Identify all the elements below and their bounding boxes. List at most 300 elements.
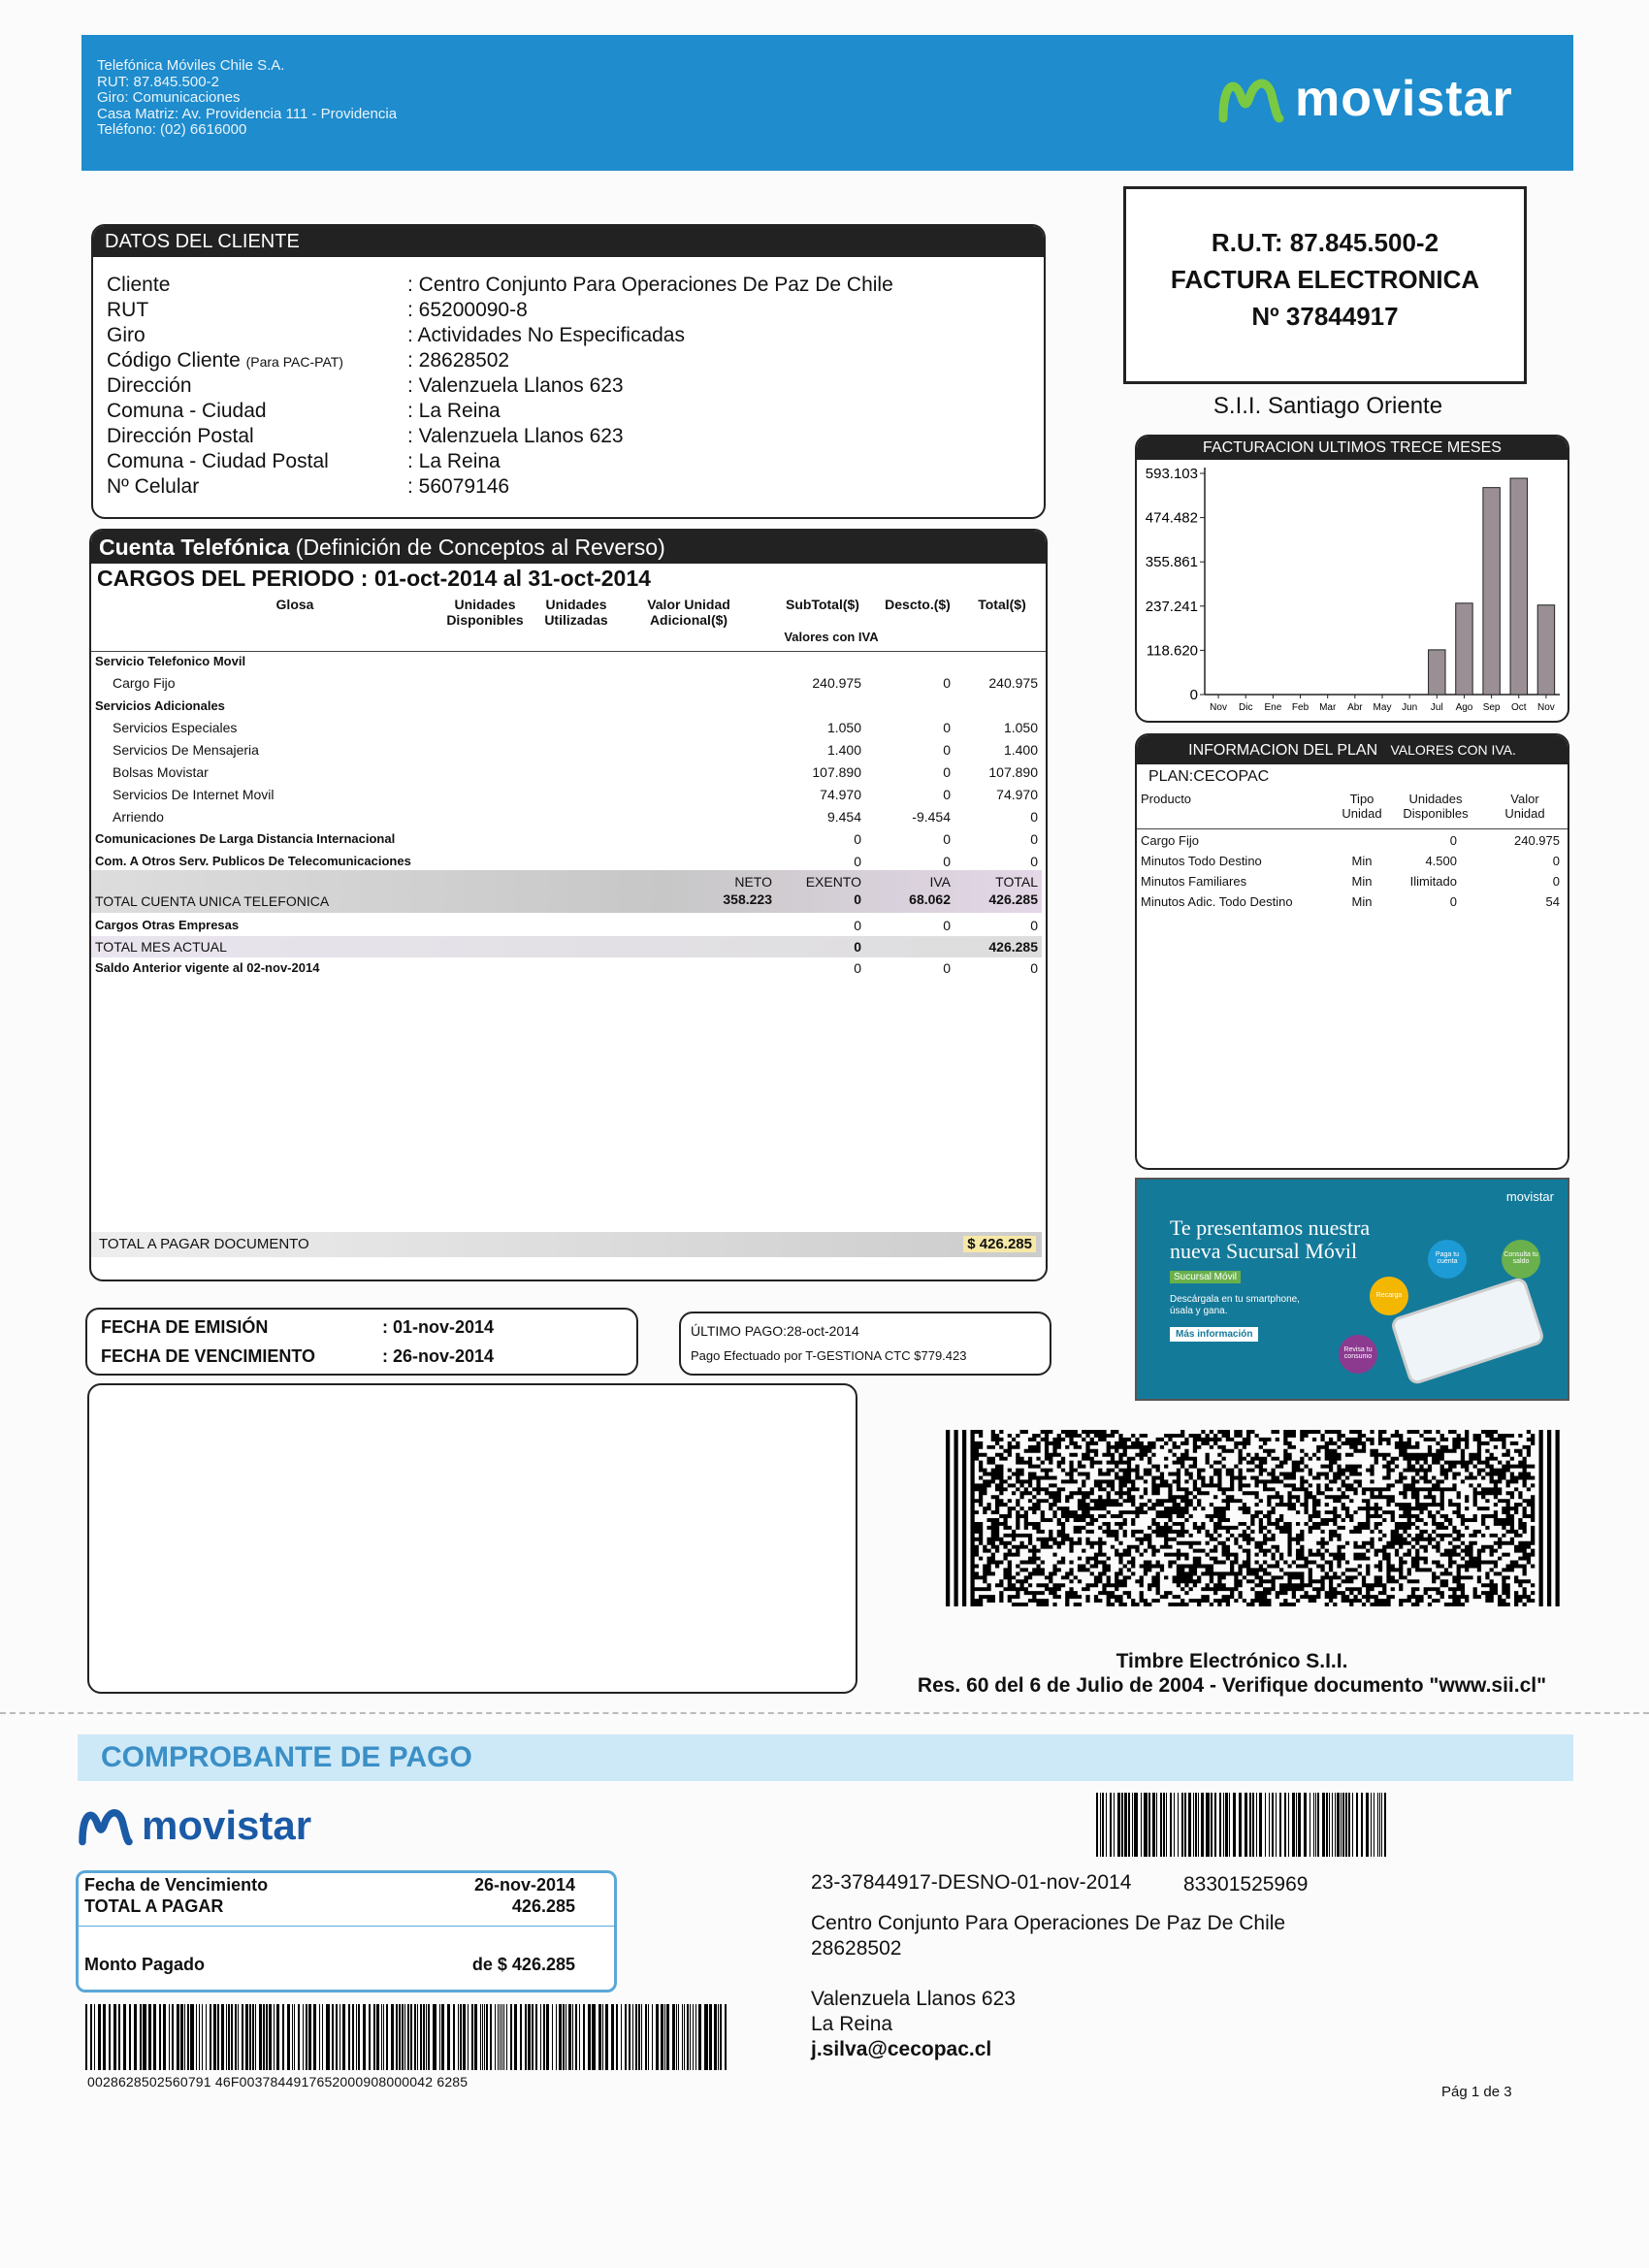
barcode-bar — [1356, 1793, 1358, 1857]
row-subtotal: 0 — [854, 831, 861, 847]
y-tick-label: 0 — [1189, 687, 1198, 703]
barcode-bar — [1229, 1793, 1230, 1857]
due-date-label: FECHA DE VENCIMIENTO — [101, 1346, 316, 1366]
charge-row — [91, 784, 1042, 805]
barcode-bar — [1198, 1793, 1199, 1857]
total-neto: 358.223 — [723, 891, 772, 907]
barcode-bar — [1134, 1793, 1138, 1857]
barcode-bar — [396, 2004, 398, 2070]
barcode-bar — [98, 2004, 101, 2070]
promo-bubble: Consulta tu saldo — [1502, 1240, 1540, 1279]
dates-box — [85, 1308, 638, 1376]
barcode-bar — [510, 2004, 512, 2070]
barcode-bar — [210, 2004, 211, 2070]
barcode-bar — [252, 2004, 254, 2070]
barcode-bar — [559, 2004, 562, 2070]
barcode-bar — [177, 2004, 179, 2070]
charge-row — [91, 806, 1042, 827]
barcode-bar — [206, 2004, 207, 2070]
barcode-bar — [641, 2004, 642, 2070]
barcode-bar — [1252, 1793, 1254, 1857]
barcode-bar — [1181, 1793, 1183, 1857]
row-total: 240.975 — [988, 675, 1038, 691]
chart-bar — [1537, 605, 1554, 695]
barcode-bar — [148, 2004, 151, 2070]
barcode-bar — [714, 2004, 717, 2070]
row-discount: 0 — [943, 742, 951, 758]
y-tick-label: 355.861 — [1145, 554, 1198, 571]
row-total: 1.400 — [1003, 742, 1038, 758]
barcode-bar — [1379, 1793, 1380, 1857]
logo-text: movistar — [1295, 71, 1513, 127]
barcode-bar — [625, 2004, 627, 2070]
stub-due-label: Fecha de Vencimiento — [84, 1875, 269, 1895]
company-info — [97, 58, 397, 139]
electronic-stamp-barcode — [946, 1430, 1564, 1606]
barcode-bar — [1288, 1793, 1289, 1857]
total-account-row — [91, 870, 1042, 913]
barcode-bar — [687, 2004, 689, 2070]
last-payment-box — [679, 1312, 1051, 1376]
charge-row — [91, 696, 1042, 717]
invoice-id-box — [1123, 186, 1527, 384]
row-exento: 0 — [854, 918, 861, 933]
y-tick-label: 474.482 — [1145, 509, 1198, 527]
stub-due-value: 26-nov-2014 — [473, 1875, 575, 1895]
row-exento: 0 — [854, 939, 861, 955]
barcode-bar — [404, 2004, 405, 2070]
stub-client-code: 28628502 — [811, 1937, 902, 1960]
previous-balance-row — [91, 957, 1042, 979]
charge-row — [91, 672, 1042, 694]
barcode-bar — [535, 2004, 537, 2070]
field-label: RUT — [107, 299, 149, 321]
x-tick-label: May — [1373, 702, 1392, 713]
barcode-bar — [1348, 1793, 1350, 1857]
charge-row — [91, 828, 1042, 850]
client-field — [107, 298, 528, 323]
cut-line — [0, 1712, 1649, 1714]
barcode-bar — [1239, 1793, 1242, 1857]
field-value: : Centro Conjunto Para Operaciones De Paz De Chile — [407, 274, 893, 296]
x-tick-label: Ene — [1264, 702, 1282, 713]
row-discount: 0 — [943, 854, 951, 869]
x-tick-label: Mar — [1319, 702, 1337, 713]
barcode-bar — [423, 2004, 425, 2070]
stub-reference-code: 83301525969 — [1183, 1873, 1309, 1895]
plan-row-product: Minutos Todo Destino — [1141, 854, 1262, 868]
barcode-bar — [1329, 1793, 1330, 1857]
row-discount: 0 — [943, 787, 951, 802]
barcode-bar — [1265, 1793, 1266, 1857]
plan-row-value: 240.975 — [1514, 833, 1560, 848]
y-tick-label: 237.241 — [1145, 598, 1198, 615]
barcode-bar — [153, 2004, 156, 2070]
barcode-bar — [592, 2004, 596, 2070]
plan-info-box — [1135, 733, 1569, 1170]
barcode-bar — [263, 2004, 265, 2070]
stub-divider — [79, 1926, 614, 1927]
barcode-bar — [1223, 1793, 1224, 1857]
barcode-bar — [676, 2004, 677, 2070]
barcode-bar — [441, 2004, 444, 2070]
barcode-bar — [1292, 1793, 1295, 1857]
barcode-bar — [386, 2004, 388, 2070]
payment-barcode-bottom — [85, 2004, 729, 2070]
barcode-bar — [460, 2004, 462, 2070]
barcode-bar — [381, 2004, 382, 2070]
barcode-bar — [1170, 1793, 1172, 1857]
barcode-bar — [1361, 1793, 1363, 1857]
barcode-bar — [1144, 1793, 1148, 1857]
barcode-bar — [1206, 1793, 1210, 1857]
field-value: : Actividades No Especificadas — [407, 324, 685, 346]
barcode-bar — [1184, 1793, 1186, 1857]
stub-address: Valenzuela Llanos 623 — [811, 1988, 1016, 2010]
stub-total-value: 426.285 — [511, 1896, 575, 1916]
barcode-bar — [292, 2004, 293, 2070]
barcode-bar — [1245, 1793, 1247, 1857]
plan-name: PLAN:CECOPAC — [1148, 768, 1270, 785]
y-tick-label: 118.620 — [1146, 642, 1198, 660]
barcode-bar — [306, 2004, 307, 2070]
stub-email: j.silva@cecopac.cl — [811, 2038, 992, 2060]
chart-bar — [1429, 650, 1445, 695]
barcode-bar — [1259, 1793, 1262, 1857]
row-total: 0 — [1030, 809, 1038, 825]
row-subtotal: 74.970 — [820, 787, 861, 802]
barcode-bar — [588, 2004, 591, 2070]
total-total: 426.285 — [988, 891, 1038, 907]
plan-col-units: Unidades Disponibles — [1403, 792, 1469, 821]
barcode-bar — [672, 2004, 675, 2070]
barcode-bar — [369, 2004, 371, 2070]
plan-row-units: Ilimitado — [1409, 874, 1457, 889]
plan-row-type: Min — [1351, 894, 1373, 909]
row-subtotal: 240.975 — [812, 675, 861, 691]
payment-summary-box — [76, 1870, 617, 1993]
row-subtotal: 107.890 — [812, 764, 861, 780]
charge-row — [91, 739, 1042, 761]
barcode-bar — [109, 2004, 111, 2070]
issuer-rut: R.U.T: 87.845.500-2 — [1211, 228, 1439, 257]
barcode-bar — [546, 2004, 549, 2070]
barcode-bar — [552, 2004, 553, 2070]
barcode-bar — [652, 2004, 653, 2070]
chart-bar — [1483, 488, 1500, 695]
vat-note: Valores con IVA — [784, 630, 879, 644]
summary-header-total: TOTAL — [995, 874, 1038, 890]
summary-header-exento: EXENTO — [805, 874, 861, 890]
barcode-bar — [118, 2004, 120, 2070]
promo-bubble: Paga tu cuenta — [1428, 1240, 1467, 1279]
barcode-bar — [213, 2004, 216, 2070]
col-total: Total($) — [978, 597, 1026, 612]
barcode-bar — [287, 2004, 290, 2070]
barcode-bar — [85, 2004, 87, 2070]
barcode-bar — [414, 2004, 416, 2070]
barcode-bar — [407, 2004, 409, 2070]
row-total: 426.285 — [988, 939, 1038, 955]
barcode-bar — [348, 2004, 350, 2070]
chart-title: FACTURACION ULTIMOS TRECE MESES — [1137, 437, 1568, 460]
plan-row-value: 54 — [1545, 894, 1560, 909]
barcode-bar — [693, 2004, 694, 2070]
barcode-bar — [103, 2004, 106, 2070]
barcode-bar — [1326, 1793, 1328, 1857]
barcode-bar — [1233, 1793, 1236, 1857]
barcode-bar — [484, 2004, 485, 2070]
promo-banner[interactable] — [1135, 1178, 1569, 1401]
barcode-bar — [417, 2004, 418, 2070]
last-payment-detail: Pago Efectuado por T-GESTIONA CTC $779.423 — [691, 1348, 967, 1363]
barcode-bar — [598, 2004, 601, 2070]
plan-row-type: Min — [1351, 874, 1373, 889]
barcode-bar — [298, 2004, 300, 2070]
barcode-bar — [661, 2004, 663, 2070]
promo-cta-button[interactable]: Más información — [1170, 1327, 1258, 1342]
x-tick-label: Sep — [1482, 702, 1501, 713]
barcode-bar — [1096, 1793, 1098, 1857]
client-field — [107, 399, 501, 424]
barcode-bar — [501, 2004, 502, 2070]
barcode-bar — [1335, 1793, 1336, 1857]
barcode-bar — [718, 2004, 719, 2070]
barcode-bar — [506, 2004, 507, 2070]
barcode-bar — [226, 2004, 227, 2070]
barcode-bar — [439, 2004, 440, 2070]
barcode-bar — [228, 2004, 230, 2070]
charge-row — [91, 651, 1042, 672]
invoice-number: Nº 37844917 — [1251, 302, 1399, 331]
row-label: TOTAL MES ACTUAL — [95, 939, 227, 955]
barcode-bar — [563, 2004, 565, 2070]
barcode-bar — [556, 2004, 557, 2070]
field-value: : 65200090-8 — [407, 299, 528, 321]
barcode-bar — [471, 2004, 473, 2070]
company-line: RUT: 87.845.500-2 — [97, 73, 219, 90]
plan-title-main: INFORMACION DEL PLAN — [1188, 742, 1378, 759]
barcode-bar — [1315, 1793, 1316, 1857]
plan-row-type: Min — [1351, 854, 1373, 868]
field-value: : Valenzuela Llanos 623 — [407, 374, 624, 397]
barcode-bar — [282, 2004, 284, 2070]
barcode-bar — [1284, 1793, 1286, 1857]
barcode-bar — [579, 2004, 580, 2070]
barcode-bar — [1313, 1793, 1314, 1857]
barcode-bar — [399, 2004, 401, 2070]
barcode-bar — [1141, 1793, 1142, 1857]
total-to-pay-value: $ 426.285 — [963, 1236, 1036, 1252]
barcode-bar — [326, 2004, 330, 2070]
stub-city: La Reina — [811, 2013, 893, 2035]
barcode-bar — [1106, 1793, 1107, 1857]
stamp-line: Timbre Electrónico S.I.I. — [1116, 1650, 1348, 1672]
barcode-bar — [1156, 1793, 1157, 1857]
barcode-bar — [433, 2004, 436, 2070]
barcode-bar — [266, 2004, 268, 2070]
barcode-bar — [1193, 1793, 1194, 1857]
client-field — [107, 348, 509, 374]
row-subtotal: 9.454 — [826, 809, 861, 825]
barcode-bar — [1219, 1793, 1221, 1857]
barcode-bar — [605, 2004, 608, 2070]
field-value: : 56079146 — [407, 475, 510, 498]
barcode-bar — [358, 2004, 360, 2070]
barcode-bar — [695, 2004, 696, 2070]
barcode-bar — [1225, 1793, 1228, 1857]
plan-row-value: 0 — [1552, 874, 1560, 889]
billing-period: CARGOS DEL PERIODO : 01-oct-2014 al 31-oct-2014 — [97, 566, 651, 591]
movistar-m-icon — [1217, 74, 1285, 124]
barcode-bar — [383, 2004, 384, 2070]
barcode-bar — [376, 2004, 379, 2070]
emission-date-label: FECHA DE EMISIÓN — [101, 1317, 269, 1337]
plan-row-product: Minutos Adic. Todo Destino — [1141, 894, 1293, 909]
barcode-bar — [1345, 1793, 1347, 1857]
row-subtotal: 1.400 — [826, 742, 861, 758]
movistar-m-icon — [78, 1804, 134, 1847]
barcode-bar — [468, 2004, 469, 2070]
emission-date-value: : 01-nov-2014 — [382, 1317, 495, 1337]
barcode-bar — [490, 2004, 492, 2070]
promo-body: Descárgala en tu smartphone, úsala y gana. — [1170, 1294, 1300, 1316]
plan-title-note: VALORES CON IVA. — [1390, 742, 1516, 758]
barcode-bar — [447, 2004, 450, 2070]
barcode-bar — [255, 2004, 256, 2070]
field-label: Cliente — [107, 274, 171, 296]
barcode-bar — [602, 2004, 603, 2070]
barcode-bar — [1114, 1793, 1115, 1857]
client-data-title: DATOS DEL CLIENTE — [93, 226, 1046, 257]
x-tick-label: Oct — [1510, 702, 1527, 713]
barcode-bar — [611, 2004, 614, 2070]
barcode-bar — [1342, 1793, 1344, 1857]
barcode-bar — [1322, 1793, 1325, 1857]
field-value: : La Reina — [407, 450, 501, 472]
col-units-available: Unidades Disponibles — [446, 597, 524, 628]
row-label: Comunicaciones De Larga Distancia Internacional — [95, 831, 396, 846]
barcode-bar — [540, 2004, 541, 2070]
stub-paid-value: de $ 426.285 — [471, 1955, 575, 1974]
barcode-bar — [482, 2004, 483, 2070]
x-tick-label: Feb — [1291, 702, 1310, 713]
plan-row-product: Minutos Familiares — [1141, 874, 1247, 889]
barcode-bar — [242, 2004, 243, 2070]
row-label: Saldo Anterior vigente al 02-nov-2014 — [95, 960, 320, 975]
barcode-bar — [520, 2004, 522, 2070]
barcode-bar — [143, 2004, 146, 2070]
row-label: Servicios Adicionales — [95, 698, 225, 713]
barcode-bar — [632, 2004, 633, 2070]
barcode-bar — [1296, 1793, 1297, 1857]
charge-row — [91, 717, 1042, 738]
barcode-bar — [356, 2004, 357, 2070]
pdf417-modules — [946, 1430, 1560, 1606]
row-label: Bolsas Movistar — [113, 764, 209, 780]
barcode-bar — [635, 2004, 637, 2070]
barcode-bar — [363, 2004, 366, 2070]
barcode-bar — [202, 2004, 203, 2070]
barcode-bar — [221, 2004, 224, 2070]
row-label: Servicios Especiales — [113, 720, 238, 735]
field-label: Giro — [107, 324, 146, 346]
barcode-bar — [332, 2004, 334, 2070]
barcode-bar — [698, 2004, 701, 2070]
x-tick-label: Abr — [1347, 702, 1363, 713]
col-units-used: Unidades Utilizadas — [544, 597, 608, 628]
barcode-bar — [629, 2004, 630, 2070]
promo-headline — [1170, 1216, 1370, 1263]
row-label: Servicios De Mensajeria — [113, 742, 259, 758]
field-label: Nº Celular — [107, 475, 200, 498]
row-discount: 0 — [943, 675, 951, 691]
barcode-bar — [1304, 1793, 1307, 1857]
barcode-bar — [1152, 1793, 1155, 1857]
row-discount: -9.454 — [912, 809, 951, 825]
barcode-bar — [322, 2004, 323, 2070]
barcode-bar — [498, 2004, 499, 2070]
row-total: 0 — [1030, 831, 1038, 847]
promo-bubble: Recarga — [1370, 1277, 1408, 1315]
row-label: Com. A Otros Serv. Publicos De Telecomunicaciones — [95, 854, 411, 868]
plan-divider — [1137, 828, 1568, 829]
barcode-bar — [532, 2004, 534, 2070]
field-note: (Para PAC-PAT) — [245, 354, 343, 370]
account-charges-box — [89, 529, 1048, 1281]
charge-row — [91, 851, 1042, 872]
account-title — [91, 531, 1048, 564]
barcode-bar — [583, 2004, 585, 2070]
barcode-bar — [259, 2004, 262, 2070]
other-companies-row — [91, 915, 1042, 936]
barcode-bar — [308, 2004, 311, 2070]
stub-reference: 23-37844917-DESNO-01-nov-2014 — [811, 1871, 1132, 1894]
row-total: 74.970 — [996, 787, 1038, 802]
barcode-bar — [458, 2004, 459, 2070]
barcode-bar — [190, 2004, 194, 2070]
payment-barcode-top — [1096, 1793, 1387, 1857]
barcode-bar — [336, 2004, 338, 2070]
row-label: Cargos Otras Empresas — [95, 918, 240, 932]
client-field — [107, 373, 624, 399]
row-discount: 0 — [943, 764, 951, 780]
plan-row-units: 0 — [1449, 833, 1457, 848]
barcode-bar — [1148, 1793, 1150, 1857]
barcode-bar — [123, 2004, 126, 2070]
stub-movistar-logo — [78, 1802, 311, 1849]
barcode-bar — [180, 2004, 183, 2070]
barcode-bar — [1249, 1793, 1251, 1857]
barcode-bar — [391, 2004, 394, 2070]
row-label: Servicios De Internet Movil — [113, 787, 275, 802]
barcode-bar — [648, 2004, 649, 2070]
barcode-bar — [245, 2004, 248, 2070]
barcode-bar — [352, 2004, 354, 2070]
electronic-stamp-text — [883, 1649, 1581, 1698]
barcode-bar — [428, 2004, 430, 2070]
barcode-bar — [1174, 1793, 1175, 1857]
barcode-bar — [1256, 1793, 1257, 1857]
barcode-bar — [113, 2004, 116, 2070]
row-exento: 0 — [854, 960, 861, 976]
barcode-bar — [1102, 1793, 1104, 1857]
document-type: FACTURA ELECTRONICA — [1170, 265, 1480, 294]
barcode-bar — [1121, 1793, 1123, 1857]
total-to-pay-label: TOTAL A PAGAR DOCUMENTO — [99, 1236, 309, 1252]
barcode-bar — [528, 2004, 531, 2070]
barcode-bar — [1195, 1793, 1197, 1857]
